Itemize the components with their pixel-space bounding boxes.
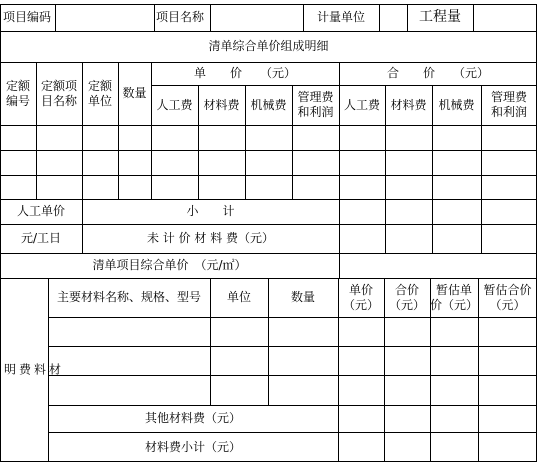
item-code-label: 项目编码 [3,10,52,24]
quota-unit-header: 定额 单位 [87,78,112,108]
unit-label: 计量单位 [316,10,365,24]
total-price-group-header: 合 价 （元） [386,66,489,80]
composition-title: 清单综合单价组成明细 [208,39,329,53]
materials-section-label: 材 料 费 明 [2,363,62,377]
material-unit-price-header: 单价 （元） [342,282,379,312]
unit-labor-header: 人工费 [156,97,193,112]
unpriced-material-label: 未 计 价 材 料 费（元） [146,231,275,245]
item-name-value[interactable] [210,4,303,31]
count-header: 数量 [122,86,147,100]
unit-mgmt-profit-header: 管理费 和利润 [297,90,334,119]
item-code-value[interactable] [55,4,154,31]
subtotal-label: 小 计 [186,204,235,218]
quota-code-header: 定额 编号 [5,78,30,108]
estimated-unit-price-header: 暂估单 价（元） [430,282,479,312]
material-unit-header: 单位 [226,290,251,304]
quota-item-name-header: 定额项 目名称 [40,78,77,108]
quantity-value[interactable] [473,4,537,31]
item-unit-price-label: 清单项目综合单价 （元/㎡） [92,258,247,272]
material-subtotal-label: 材料费小计（元） [144,439,241,454]
estimated-total-price-header: 暂估合价 （元） [483,282,532,312]
unit-value[interactable] [379,4,407,31]
quantity-label: 工程量 [419,8,461,25]
material-quantity-header: 数量 [290,290,315,304]
unit-price-group-header: 单 价 （元） [193,66,296,80]
main-material-header: 主要材料名称、规格、型号 [56,290,201,304]
total-mgmt-profit-header: 管理费 和利润 [490,90,527,119]
labor-unit-price-label: 人工单价 [16,204,65,218]
item-name-label: 项目名称 [156,10,205,24]
total-material-header: 材料费 [390,97,427,112]
material-total-price-header: 合价 （元） [388,282,425,312]
unit-material-header: 材料费 [203,97,240,112]
total-labor-header: 人工费 [343,97,380,112]
total-machinery-header: 机械费 [438,97,475,112]
yuan-per-workday-label: 元/工日 [20,231,62,245]
other-material-label: 其他材料费（元） [144,411,241,425]
unit-machinery-header: 机械费 [250,97,287,112]
